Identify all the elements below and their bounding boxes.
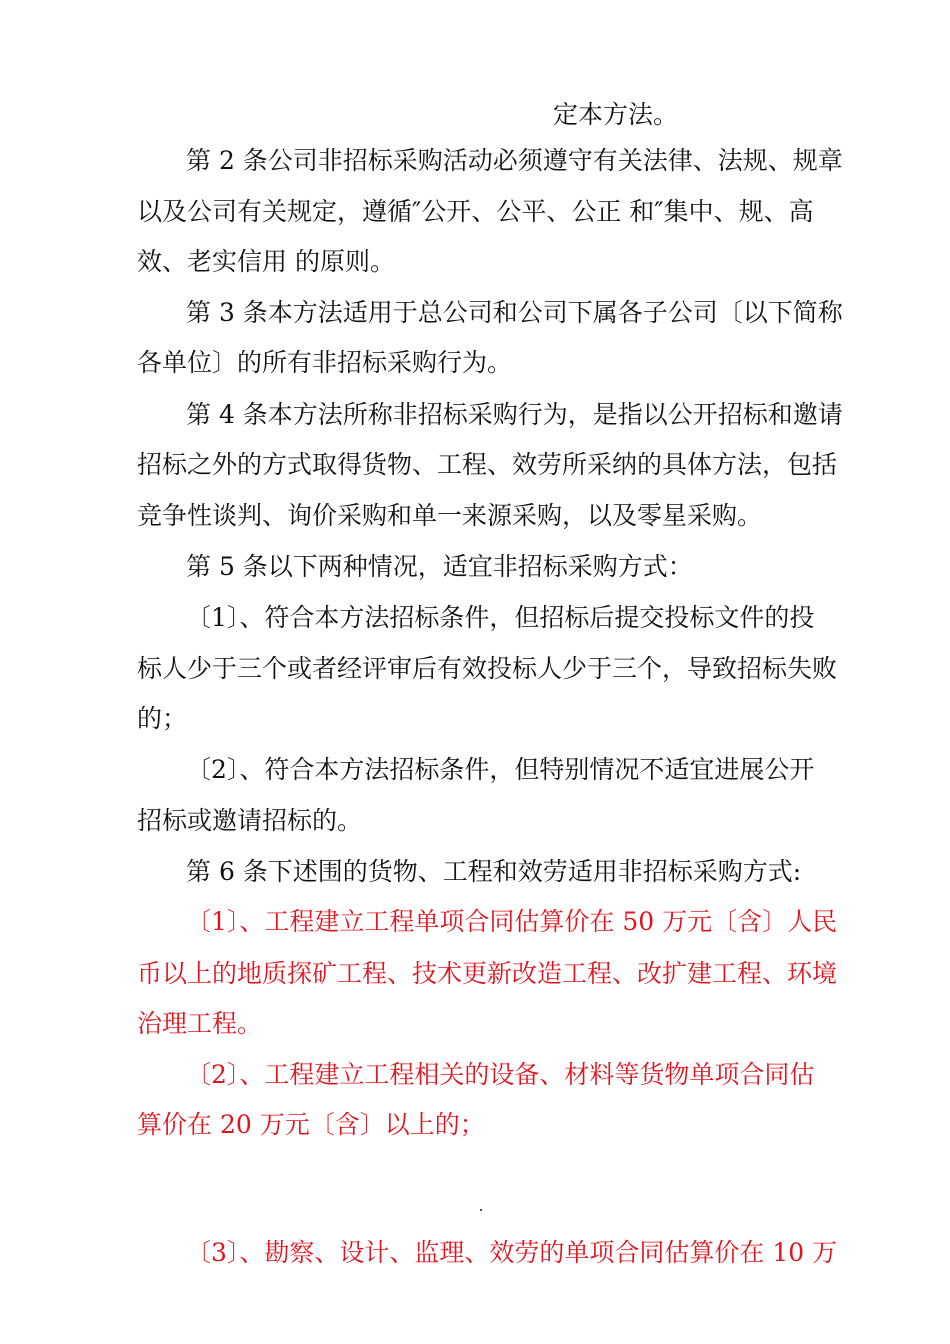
text-line: 招标之外的方式取得货物、工程、效劳所采纳的具体方法，包括: [137, 450, 838, 479]
clause-line: 〔2〕、符合本方法招标条件，但特别情况不适宜进展公开: [186, 755, 815, 784]
highlighted-clause-line: 〔1〕、工程建立工程单项合同估算价在 50 万元〔含〕人民: [186, 907, 838, 936]
text-line: 以及公司有关规定，遵循″公开、公平、公正 和″集中、规、高: [137, 197, 814, 226]
text-line: 招标或邀请招标的。: [137, 806, 363, 835]
text-line: 竞争性谈判、询价采购和单一来源采购，以及零星采购。: [137, 501, 763, 530]
text-line: 效、老实信用 的原则。: [137, 247, 395, 276]
page-mark: [480, 1209, 482, 1211]
highlighted-clause-line: 〔2〕、工程建立工程相关的设备、材料等货物单项合同估: [186, 1060, 815, 1089]
highlighted-text-line: 治理工程。: [137, 1009, 263, 1038]
article-4-line: 第 4 条本方法所称非招标采购行为，是指以公开招标和邀请: [186, 400, 843, 429]
article-6-line: 第 6 条下述围的货物、工程和效劳适用非招标采购方式:: [186, 857, 802, 886]
text-line: 标人少于三个或者经评审后有效投标人少于三个，导致招标失败: [137, 654, 838, 683]
highlighted-clause-line: 〔3〕、勘察、设计、监理、效劳的单项合同估算价在 10 万: [186, 1238, 838, 1267]
article-3-line: 第 3 条本方法适用于总公司和公司下属各子公司〔以下简称: [186, 298, 843, 327]
text-line: 的；: [137, 704, 188, 733]
text-line: 定本方法。: [553, 100, 679, 129]
clause-line: 〔1〕、符合本方法招标条件，但招标后提交投标文件的投: [186, 603, 815, 632]
highlighted-text-line: 算价在 20 万元〔含〕以上的；: [137, 1110, 485, 1139]
highlighted-text-line: 币以上的地质探矿工程、技术更新改造工程、改扩建工程、环境: [137, 959, 838, 988]
article-2-line: 第 2 条公司非招标采购活动必须遵守有关法律、法规、规章: [186, 146, 843, 175]
text-line: 各单位〕的所有非招标采购行为。: [137, 348, 513, 377]
article-5-line: 第 5 条以下两种情况，适宜非招标采购方式：: [186, 552, 693, 581]
